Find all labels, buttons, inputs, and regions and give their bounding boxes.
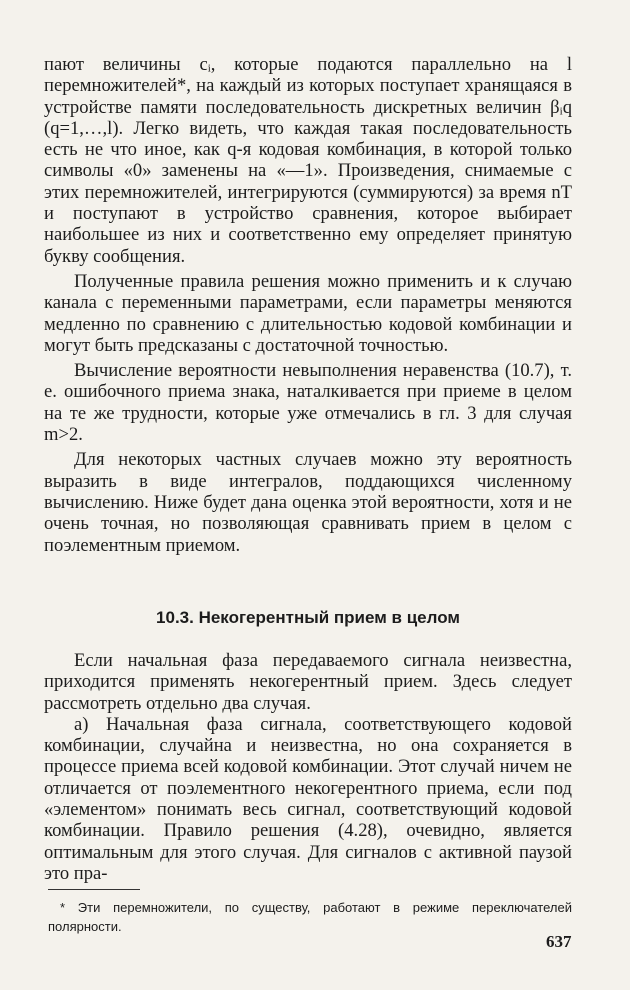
page-number: 637 (546, 932, 572, 951)
paragraph-2: Полученные правила решения можно применить и к случаю канала с переменными параметрами, если параметры меняются медленно по сравнению с длительностью кодовой комбинации и могут быть предсказаны с достаточной точностью. (44, 270, 572, 356)
section-paragraph-2: а) Начальная фаза сигнала, соответствующего кодовой комбинации, случайна и неизвестна, но она сохраняется в процессе приема всей кодовой комбинации. Этот случай ничем не отличается от поэлементного некогерентного приема, если под «элементом» понимать весь сигнал, соответствующий кодовой комбинации. Правило решения (4.28), очевидно, является оптимальным для этого случая. Для сигналов с активной паузой это пра- (44, 713, 572, 884)
paragraph-1: пают величины cᵢ, которые подаются параллельно на l перемножителей*, на каждый из которых поступает хранящаяся в устройстве памяти последовательность дискретных величин βᵢq (q=1,…,l). Легко видеть, что каждая такая последовательность есть не что иное, как q-я кодовая комбинация, в которой только символы «0» заменены на «—1». Произведения, снимаемые с этих перемножителей, интегрируются (суммируются) за время nT и поступают в устройство сравнения, которое выбирает наибольшее из них и соответственно ему определяет принятую букву сообщения. (44, 54, 572, 267)
section-heading: 10.3. Некогерентный прием в целом (156, 608, 460, 627)
section-text (44, 650, 572, 884)
main-text (44, 54, 572, 556)
paragraph-3: Вычисление вероятности невыполнения неравенства (10.7), т. е. ошибочного приема знака, наталкивается при приеме в целом на те же трудности, которые уже отмечались в гл. 3 для случая m>2. (44, 360, 572, 446)
paragraph-4: Для некоторых частных случаев можно эту вероятность выразить в виде интегралов, поддающихся численному вычислению. Ниже будет дана оценка этой вероятности, хотя и не очень точная, но позволяющая сравнивать прием в целом с поэлементным приемом. (44, 449, 572, 556)
section-paragraph-1: Если начальная фаза передаваемого сигнала неизвестна, приходится применять некогерентный прием. Здесь следует рассмотреть отдельно два случая. (44, 650, 572, 714)
footnote-rule (48, 889, 140, 890)
footnote: * Эти перемножители, по существу, работают в режиме переключателей полярности. (48, 900, 572, 934)
